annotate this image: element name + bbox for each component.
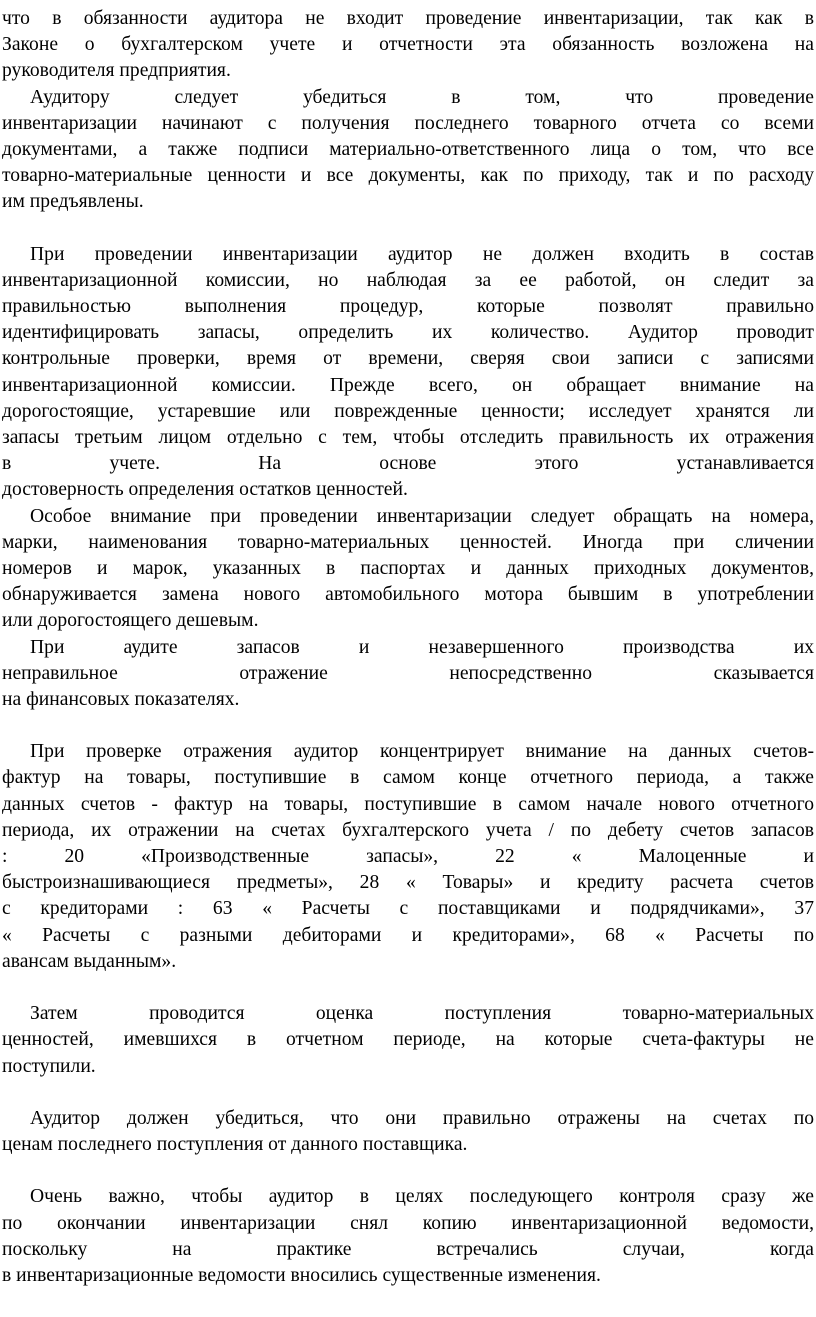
paragraph [2, 504, 814, 635]
text-line: периода, их отражении на счетах бухгалтерского учета / по дебету счетов запасов [2, 819, 814, 841]
text-line: руководителя предприятия. [2, 60, 231, 82]
text-line: Законе о бухгалтерском учете и отчетности эта обязанность возложена на [2, 34, 814, 56]
paragraph-spacer [2, 713, 814, 739]
paragraph-spacer [2, 1158, 814, 1184]
paragraph-spacer [2, 216, 814, 242]
text-line: : 20 «Производственные запасы», 22 « Малоценные и [2, 846, 814, 867]
text-line: обнаруживается замена нового автомобильного мотора бывшим в употреблении [2, 584, 814, 606]
paragraph [2, 6, 814, 85]
text-line: При проведении инвентаризации аудитор не должен входить в состав [30, 243, 814, 265]
text-line: ценностей, имевшихся в отчетном периоде, на которые счета-фактуры не [2, 1029, 814, 1051]
paragraph-spacer [2, 975, 814, 1001]
text-line: Затем проводится оценка поступления товарно-материальных [30, 1003, 814, 1025]
text-line: правильностью выполнения процедур, которые позволят правильно [2, 296, 814, 318]
text-line: или дорогостоящего дешевым. [2, 610, 259, 632]
text-line: авансам выданным». [2, 950, 177, 972]
paragraph [2, 739, 814, 975]
text-line: номеров и марок, указанных в паспортах и данных приходных документов, [2, 557, 814, 579]
text-line: инвентаризационной комиссии. Прежде всего, он обращает внимание на [2, 374, 814, 396]
text-line: на финансовых показателях. [2, 688, 240, 710]
text-line: дорогостоящие, устаревшие или поврежденные ценности; исследует хранятся ли [2, 400, 814, 422]
text-line: Аудитору следует убедиться в том, что проведение [30, 86, 814, 108]
text-line: ценам последнего поступления от данного поставщика. [2, 1134, 468, 1156]
paragraph [2, 1001, 814, 1080]
text-line: инвентаризации начинают с получения последнего товарного отчета со всеми [2, 112, 814, 134]
text-line: документами, а также подписи материально-ответственного лица о том, что все [2, 138, 814, 160]
text-line: данных счетов - фактур на товары, поступившие в самом начале нового отчетного [2, 793, 814, 815]
paragraph [2, 85, 814, 216]
text-line: в учете. На основе этого устанавливается [2, 453, 814, 475]
text-line: что в обязанности аудитора не входит проведение инвентаризации, так как в [2, 8, 814, 29]
paragraph [2, 635, 814, 714]
text-line: товарно-материальные ценности и все документы, как по приходу, так и по расходу [2, 165, 814, 187]
paragraph-spacer [2, 1080, 814, 1106]
text-line: по окончании инвентаризации снял копию инвентаризационной ведомости, [2, 1212, 814, 1234]
text-line: запасы третьим лицом отдельно с тем, чтобы отследить правильность их отражения [2, 427, 814, 448]
text-line: Особое внимание при проведении инвентаризации следует обращать на номера, [30, 505, 814, 527]
text-line: контрольные проверки, время от времени, сверяя свои записи с записями [2, 348, 814, 370]
text-line: марки, наименования товарно-материальных ценностей. Иногда при сличении [2, 531, 814, 553]
text-line: инвентаризационной комиссии, но наблюдая за ее работой, он следит за [2, 269, 814, 291]
text-line: неправильное отражение непосредственно сказывается [2, 662, 814, 684]
text-line: « Расчеты с разными дебиторами и кредиторами», 68 « Расчеты по [2, 924, 814, 946]
text-line: быстроизнашивающиеся предметы», 28 « Товары» и кредиту расчета счетов [2, 872, 814, 894]
text-line: При проверке отражения аудитор концентрирует внимание на данных счетов- [30, 741, 814, 763]
paragraph [2, 1106, 814, 1158]
text-line: достоверность определения остатков ценностей. [2, 479, 408, 501]
paragraph [2, 1184, 814, 1289]
text-line: с кредиторами : 63 « Расчеты с поставщиками и подрядчиками», 37 [2, 898, 814, 920]
text-line: в инвентаризационные ведомости вносились существенные изменения. [2, 1265, 601, 1286]
text-line: им предъявлены. [2, 191, 144, 213]
text-line: Аудитор должен убедиться, что они правильно отражены на счетах по [30, 1107, 814, 1129]
text-line: поскольку на практике встречались случаи, когда [2, 1238, 814, 1260]
text-line: Очень важно, чтобы аудитор в целях последующего контроля сразу же [30, 1186, 814, 1208]
text-line: поступили. [2, 1055, 96, 1077]
text-line: При аудите запасов и незавершенного производства их [30, 636, 814, 658]
text-line: фактур на товары, поступившие в самом конце отчетного периода, а также [2, 767, 814, 789]
paragraph [2, 242, 814, 504]
text-line: идентифицировать запасы, определить их количество. Аудитор проводит [2, 322, 814, 344]
